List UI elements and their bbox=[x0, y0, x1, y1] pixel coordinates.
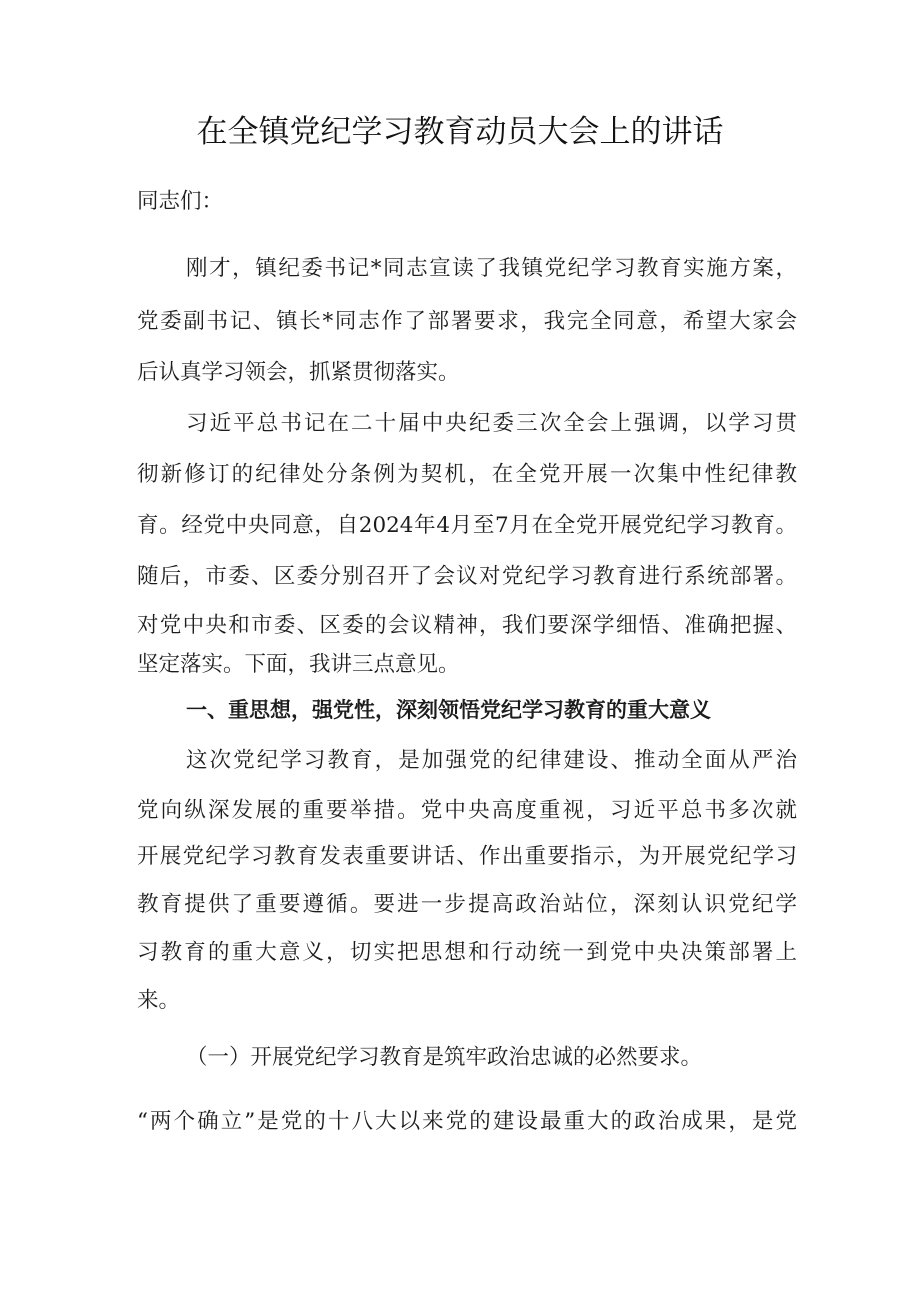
paragraph-line: 来。 bbox=[137, 988, 181, 1013]
paragraph-line: 教育提供了重要遵循。要进一步提高政治站位，深刻认识党纪学 bbox=[137, 892, 797, 917]
paragraph-line: 坚定落实。下面，我讲三点意见。 bbox=[137, 652, 460, 677]
paragraph-line: 对党中央和市委、区委的会议精神，我们要深学细悟、准确把握、 bbox=[137, 613, 797, 638]
subsection-heading: （一）开展党纪学习教育是筑牢政治忠诚的必然要求。 bbox=[186, 1045, 703, 1070]
salutation: 同志们： bbox=[137, 189, 224, 214]
paragraph-line: 这次党纪学习教育，是加强党的纪律建设、推动全面从严治 bbox=[186, 748, 797, 773]
paragraph-line: 开展党纪学习教育发表重要讲话、作出重要指示，为开展党纪学习 bbox=[137, 844, 797, 869]
document-title: 在全镇党纪学习教育动员大会上的讲话 bbox=[196, 114, 724, 150]
paragraph-line: 刚才，镇纪委书记*同志宣读了我镇党纪学习教育实施方案， bbox=[186, 256, 797, 281]
paragraph-line: 习近平总书记在二十届中央纪委三次全会上强调，以学习贯 bbox=[186, 411, 797, 436]
paragraph-line: 党委副书记、镇长*同志作了部署要求，我完全同意，希望大家会 bbox=[137, 309, 797, 334]
paragraph-line: 育。经党中央同意，自2024年4月至7月在全党开展党纪学习教育。 bbox=[137, 513, 797, 538]
paragraph-line: 随后，市委、区委分别召开了会议对党纪学习教育进行系统部署。 bbox=[137, 564, 797, 589]
section-heading: 一、重思想，强党性，深刻领悟党纪学习教育的重大意义 bbox=[186, 698, 711, 722]
paragraph-line: 习教育的重大意义，切实把思想和行动统一到党中央决策部署上 bbox=[137, 940, 797, 965]
paragraph-line: 后认真学习领会，抓紧贯彻落实。 bbox=[137, 360, 460, 385]
paragraph-line: 彻新修订的纪律处分条例为契机，在全党开展一次集中性纪律教 bbox=[137, 462, 797, 487]
paragraph-line: 党向纵深发展的重要举措。党中央高度重视，习近平总书多次就 bbox=[137, 798, 797, 823]
paragraph-line: “两个确立”是党的十八大以来党的建设最重大的政治成果，是党 bbox=[137, 1109, 797, 1134]
